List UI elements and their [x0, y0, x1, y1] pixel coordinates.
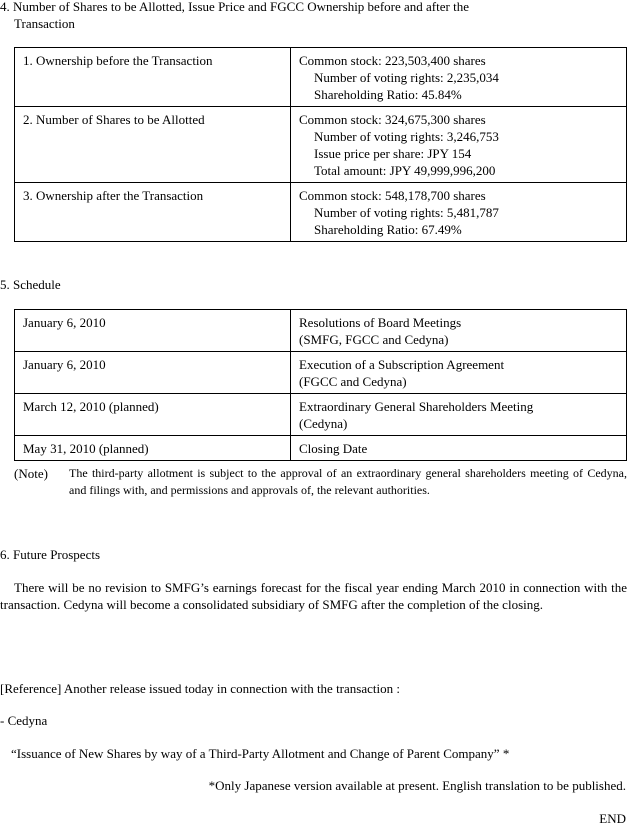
reference-company: - Cedyna	[0, 713, 48, 728]
schedule-date: January 6, 2010	[15, 352, 291, 394]
table-row	[15, 310, 627, 352]
common-stock-value: Common stock: 223,503,400 shares	[299, 53, 486, 68]
schedule-table	[14, 309, 627, 461]
end-mark: END	[599, 811, 626, 826]
future-prospects-paragraph: There will be no revision to SMFG’s earnings forecast for the fiscal year ending March 2010 in connection with the transaction. Cedyna will become a consolidated subsidiary of SMFG after the completion of the closing.	[0, 580, 627, 612]
voting-rights-value: Number of voting rights: 5,481,787	[314, 205, 499, 220]
note-text: The third-party allotment is subject to the approval of an extraordinary general shareholders meeting of Cedyna, and filings with, and permissions and approvals of, the relevant authorities.	[69, 466, 627, 497]
event-title: Resolutions of Board Meetings	[299, 315, 462, 330]
shareholding-ratio-value: Shareholding Ratio: 67.49%	[314, 222, 462, 237]
schedule-event	[291, 310, 627, 352]
event-title: Execution of a Subscription Agreement	[299, 357, 505, 372]
total-amount-value: Total amount: JPY 49,999,996,200	[314, 163, 496, 178]
section4-title-line1: 4. Number of Shares to be Allotted, Issue Price and FGCC Ownership before and after the	[0, 0, 469, 14]
reference-intro: [Reference] Another release issued today in connection with the transaction :	[0, 681, 400, 696]
section6-title: 6. Future Prospects	[0, 547, 101, 562]
row-values	[291, 107, 627, 183]
voting-rights-value: Number of voting rights: 2,235,034	[314, 70, 499, 85]
event-title: Extraordinary General Shareholders Meeting	[299, 399, 534, 414]
table-row	[15, 48, 627, 107]
issue-price-value: Issue price per share: JPY 154	[314, 146, 472, 161]
row-label: 2. Number of Shares to be Allotted	[15, 107, 291, 183]
common-stock-value: Common stock: 324,675,300 shares	[299, 112, 486, 127]
table-row	[15, 436, 627, 461]
table-row	[15, 352, 627, 394]
reference-footnote: *Only Japanese version available at present. English translation to be published.	[208, 778, 626, 793]
event-parties: (FGCC and Cedyna)	[299, 374, 407, 389]
schedule-date: March 12, 2010 (planned)	[15, 394, 291, 436]
common-stock-value: Common stock: 548,178,700 shares	[299, 188, 486, 203]
schedule-date: January 6, 2010	[15, 310, 291, 352]
shareholding-ratio-value: Shareholding Ratio: 45.84%	[314, 87, 462, 102]
schedule-event	[291, 394, 627, 436]
schedule-date: May 31, 2010 (planned)	[15, 436, 291, 461]
event-parties: (Cedyna)	[299, 416, 348, 431]
section4-title-line2: Transaction	[14, 16, 75, 31]
schedule-event	[291, 436, 627, 461]
section5-title: 5. Schedule	[0, 277, 61, 292]
event-title: Closing Date	[299, 441, 368, 456]
table-row	[15, 183, 627, 242]
event-parties: (SMFG, FGCC and Cedyna)	[299, 332, 449, 347]
row-label: 1. Ownership before the Transaction	[15, 48, 291, 107]
row-values	[291, 183, 627, 242]
reference-release-title: “Issuance of New Shares by way of a Third-Party Allotment and Change of Parent Company” *	[11, 746, 510, 761]
table-row	[15, 394, 627, 436]
row-values	[291, 48, 627, 107]
voting-rights-value: Number of voting rights: 3,246,753	[314, 129, 499, 144]
table-row	[15, 107, 627, 183]
note-label: (Note)	[14, 466, 48, 481]
ownership-table	[14, 47, 627, 242]
schedule-event	[291, 352, 627, 394]
row-label: 3. Ownership after the Transaction	[15, 183, 291, 242]
